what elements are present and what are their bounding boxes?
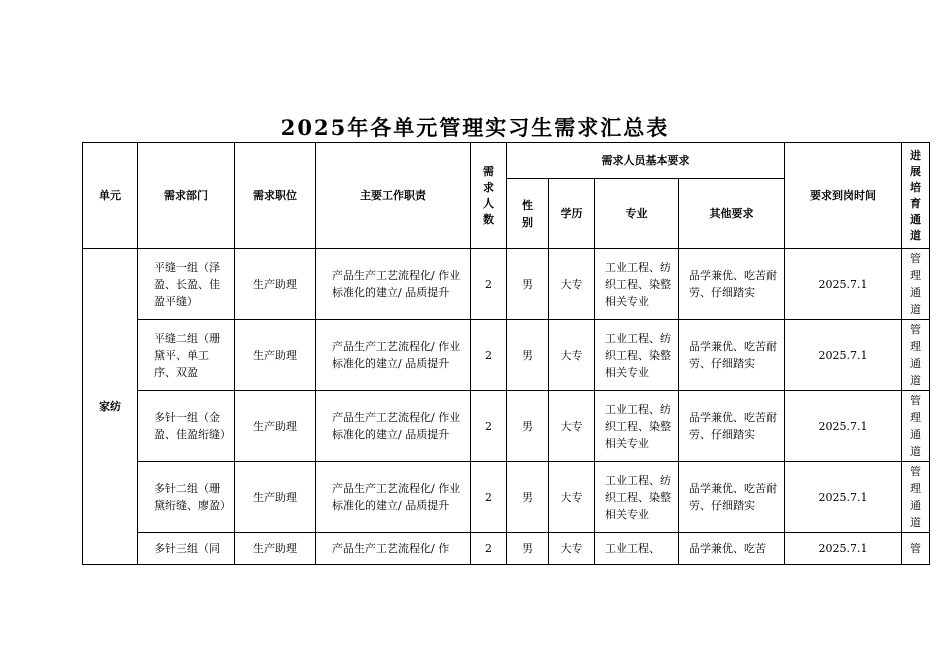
path-cell: 管理通道: [902, 391, 930, 462]
gender-cell: 男: [507, 462, 549, 533]
edu-cell: 大专: [549, 249, 595, 320]
major-cell: 工业工程、纺织工程、染整相关专业: [595, 462, 679, 533]
gender-cell: 男: [507, 249, 549, 320]
other-cell: 品学兼优、吃苦耐劳、仔细踏实: [679, 249, 785, 320]
gender-cell: 男: [507, 391, 549, 462]
header-edu: 学历: [549, 179, 595, 249]
other-cell: 品学兼优、吃苦耐劳、仔细踏实: [679, 391, 785, 462]
edu-cell: 大专: [549, 533, 595, 565]
position-cell: 生产助理: [235, 249, 316, 320]
table-row: [83, 249, 930, 320]
date-cell: 2025.7.1: [785, 249, 902, 320]
gender-cell: 男: [507, 533, 549, 565]
major-cell: 工业工程、: [595, 533, 679, 565]
path-cell: 管理通道: [902, 320, 930, 391]
date-cell: 2025.7.1: [785, 320, 902, 391]
count-cell: 2: [471, 320, 507, 391]
dept-cell: 多针一组（金盈、佳盈绗缝）: [138, 391, 235, 462]
duty-cell: 产品生产工艺流程化/ 作业标准化的建立/ 品质提升: [316, 462, 471, 533]
edu-cell: 大专: [549, 462, 595, 533]
dept-cell: 平缝一组（泽盈、长盈、佳盈平缝）: [138, 249, 235, 320]
header-date: 要求到岗时间: [785, 143, 902, 249]
major-cell: 工业工程、纺织工程、染整相关专业: [595, 249, 679, 320]
duty-cell: 产品生产工艺流程化/ 作业标准化的建立/ 品质提升: [316, 391, 471, 462]
header-unit: 单元: [83, 143, 138, 249]
position-cell: 生产助理: [235, 462, 316, 533]
header-dept: 需求部门: [138, 143, 235, 249]
date-cell: 2025.7.1: [785, 533, 902, 565]
duty-cell: 产品生产工艺流程化/ 作业标准化的建立/ 品质提升: [316, 320, 471, 391]
header-duty: 主要工作职责: [316, 143, 471, 249]
table-row: [83, 462, 930, 533]
date-cell: 2025.7.1: [785, 391, 902, 462]
dept-cell: 多针二组（珊黛绗缝、廖盈）: [138, 462, 235, 533]
requirements-table: [82, 142, 930, 565]
dept-cell: 平缝二组（珊黛平、单工序、双盈: [138, 320, 235, 391]
position-cell: 生产助理: [235, 320, 316, 391]
count-cell: 2: [471, 533, 507, 565]
header-count: 需求人数: [471, 143, 507, 249]
header-position: 需求职位: [235, 143, 316, 249]
edu-cell: 大专: [549, 320, 595, 391]
major-cell: 工业工程、纺织工程、染整相关专业: [595, 391, 679, 462]
header-path: 进展培育通道: [902, 143, 930, 249]
duty-cell: 产品生产工艺流程化/ 作业标准化的建立/ 品质提升: [316, 249, 471, 320]
header-row-1: [83, 143, 930, 179]
dept-cell: 多针三组（同: [138, 533, 235, 565]
duty-cell: 产品生产工艺流程化/ 作: [316, 533, 471, 565]
position-cell: 生产助理: [235, 533, 316, 565]
gender-cell: 男: [507, 320, 549, 391]
path-cell: 管理通道: [902, 462, 930, 533]
header-requirements-group: 需求人员基本要求: [507, 143, 785, 179]
header-other: 其他要求: [679, 179, 785, 249]
edu-cell: 大专: [549, 391, 595, 462]
header-major: 专业: [595, 179, 679, 249]
other-cell: 品学兼优、吃苦耐劳、仔细踏实: [679, 462, 785, 533]
count-cell: 2: [471, 391, 507, 462]
table-row: [83, 391, 930, 462]
path-cell: 管理通道: [902, 249, 930, 320]
date-cell: 2025.7.1: [785, 462, 902, 533]
count-cell: 2: [471, 462, 507, 533]
page-title: 2025年各单元管理实习生需求汇总表: [280, 115, 670, 140]
major-cell: 工业工程、纺织工程、染整相关专业: [595, 320, 679, 391]
table-row: [83, 320, 930, 391]
position-cell: 生产助理: [235, 391, 316, 462]
other-cell: 品学兼优、吃苦耐劳、仔细踏实: [679, 320, 785, 391]
table-row: [83, 533, 930, 565]
header-gender: 性别: [507, 179, 549, 249]
other-cell: 品学兼优、吃苦: [679, 533, 785, 565]
count-cell: 2: [471, 249, 507, 320]
unit-cell: 家纺: [83, 249, 138, 565]
path-cell: 管: [902, 533, 930, 565]
